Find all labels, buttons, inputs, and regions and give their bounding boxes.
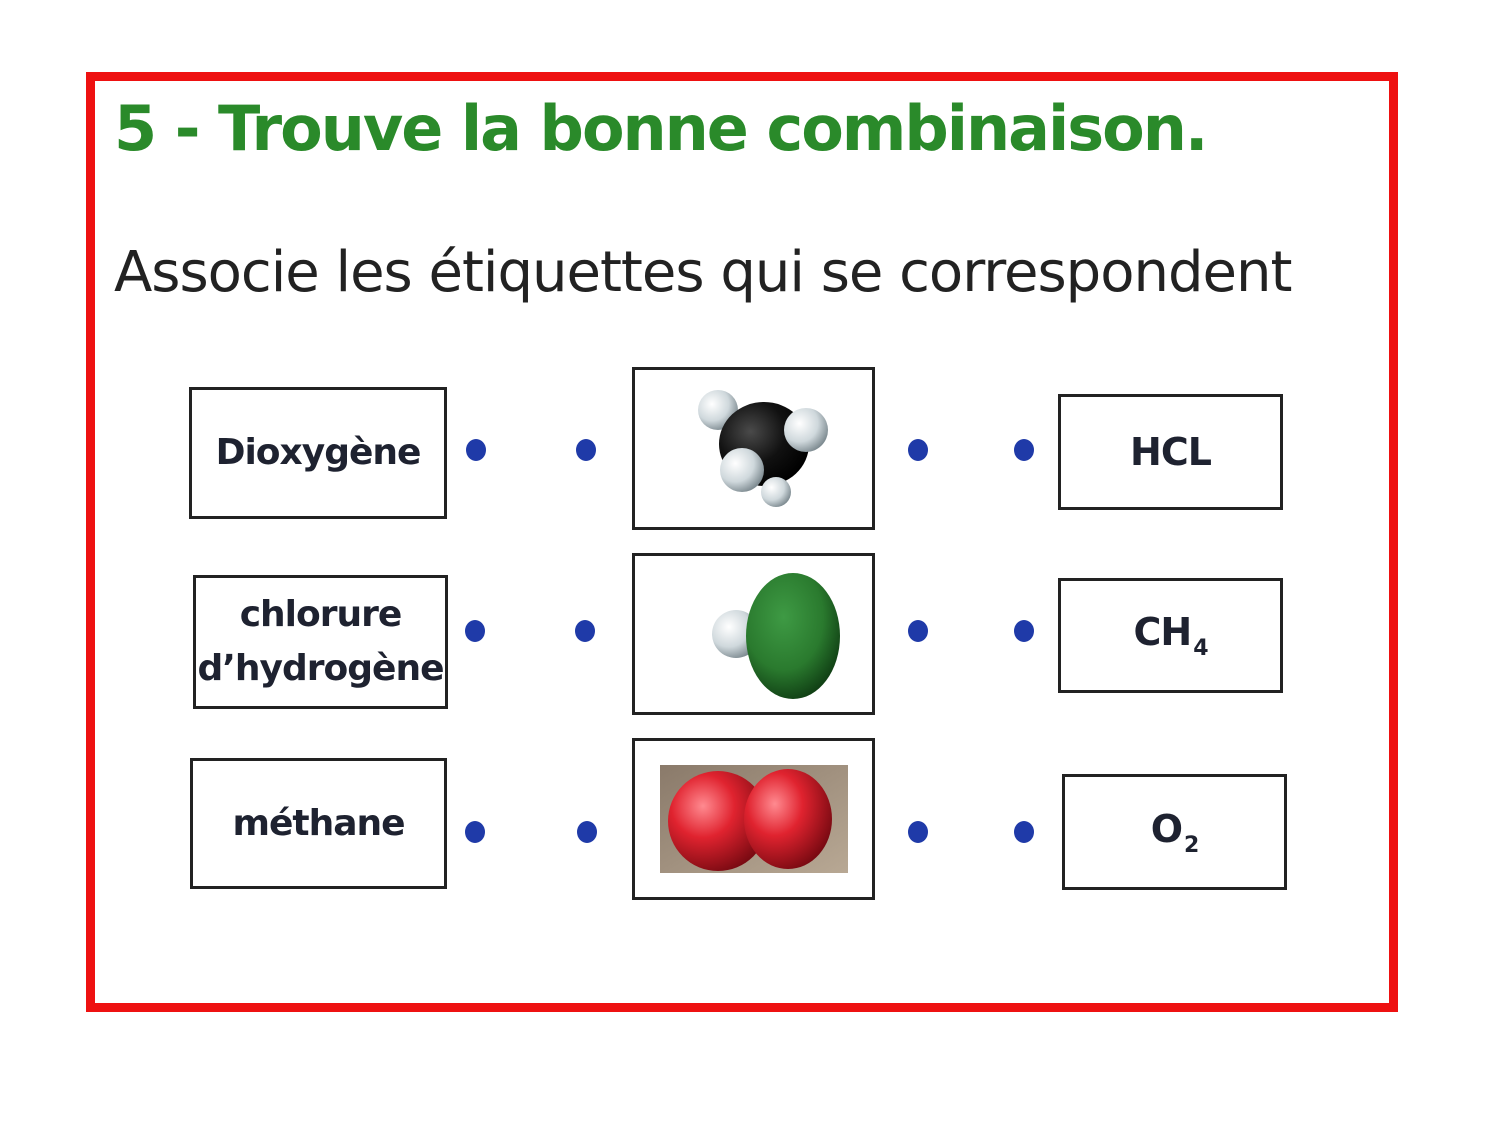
connector-dot-molecule-left-2[interactable] <box>575 620 595 642</box>
formula-card-hcl[interactable] <box>1058 394 1283 510</box>
name-card-chlorure-hydrogene[interactable] <box>193 575 448 709</box>
formula-card-ch4[interactable] <box>1058 578 1283 693</box>
formula-subscript: 4 <box>1193 636 1208 661</box>
formula-card-o2[interactable] <box>1062 774 1287 890</box>
molecule-card-methane[interactable] <box>632 367 875 530</box>
connector-dot-name-1[interactable] <box>466 439 486 461</box>
connector-dot-name-2[interactable] <box>465 620 485 642</box>
hydrogen-chloride-model-icon <box>654 559 854 709</box>
exercise-title: 5 - Trouve la bonne combinaison. <box>114 92 1207 165</box>
name-card-label: Dioxygène <box>215 432 421 473</box>
formula-text <box>1133 610 1207 661</box>
formula-base: HCL <box>1130 430 1211 474</box>
name-card-label-line2: d’hydrogène <box>197 648 444 689</box>
molecule-card-hydrogen-chloride[interactable] <box>632 553 875 715</box>
molecule-card-dioxygen[interactable] <box>632 738 875 900</box>
name-card-dioxygene[interactable] <box>189 387 447 519</box>
connector-dot-molecule-right-1[interactable] <box>908 439 928 461</box>
connector-dot-molecule-left-1[interactable] <box>576 439 596 461</box>
connector-dot-formula-3[interactable] <box>1014 821 1034 843</box>
name-card-label: méthane <box>232 802 405 844</box>
formula-base: CH <box>1133 610 1192 654</box>
name-card-methane[interactable] <box>190 758 447 889</box>
formula-text <box>1151 807 1199 858</box>
connector-dot-name-3[interactable] <box>465 821 485 843</box>
name-card-label-line1: chlorure <box>239 594 402 635</box>
formula-subscript: 2 <box>1184 832 1199 858</box>
connector-dot-formula-1[interactable] <box>1014 439 1034 461</box>
connector-dot-molecule-right-2[interactable] <box>908 620 928 642</box>
connector-dot-formula-2[interactable] <box>1014 620 1034 642</box>
methane-model-icon <box>654 374 854 524</box>
exercise-instruction: Associe les étiquettes qui se correspondent <box>114 240 1292 305</box>
formula-base: O <box>1150 806 1182 851</box>
dioxygen-model-icon <box>660 765 848 873</box>
connector-dot-molecule-left-3[interactable] <box>577 821 597 843</box>
connector-dot-molecule-right-3[interactable] <box>908 821 928 843</box>
